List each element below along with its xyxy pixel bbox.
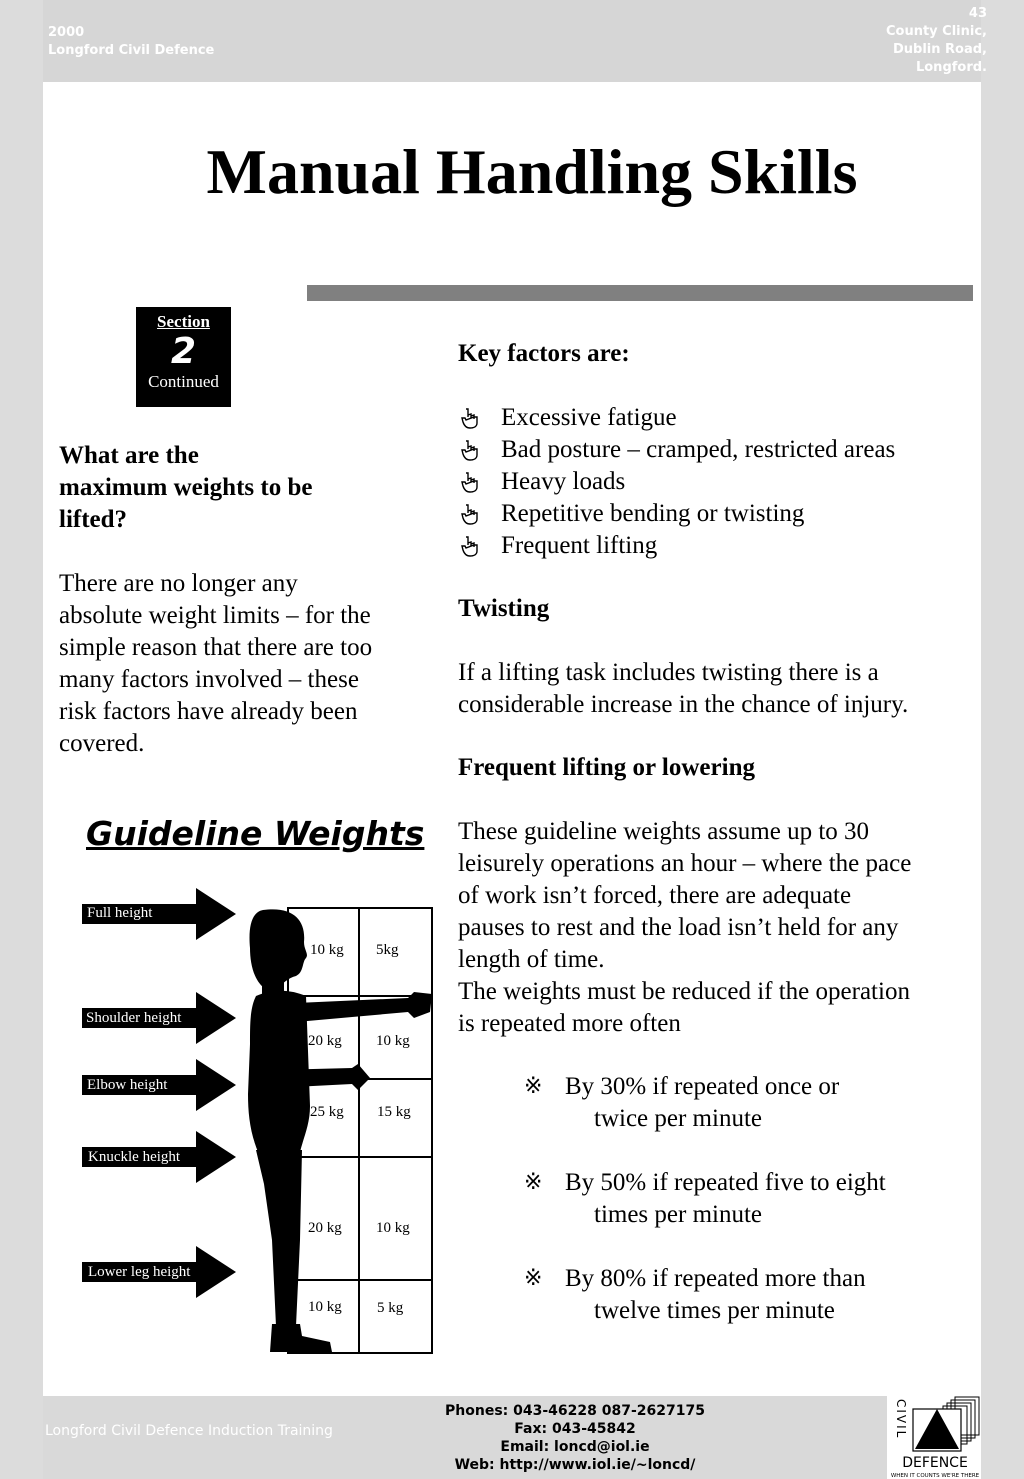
footer-web: Web: http://www.iol.ie/~loncd/ — [454, 1457, 696, 1473]
weight-full-women: 5kg — [376, 942, 399, 958]
footer-fax: Fax: 043-45842 — [514, 1421, 636, 1437]
civil-defence-logo-icon — [887, 1395, 981, 1479]
civil-defence-logo — [887, 1395, 981, 1479]
left-margin — [0, 0, 43, 1479]
weight-full-men: 10 kg — [310, 942, 344, 958]
paragraph-line: many factors involved – these — [59, 666, 359, 693]
page-title: Manual Handling Skills — [206, 136, 858, 207]
guideline-weights-title: Guideline Weights — [86, 814, 425, 853]
weight-limits-paragraph — [59, 568, 429, 760]
label-lower-leg-height: Lower leg height — [88, 1264, 191, 1280]
key-factor-text: Frequent lifting — [501, 532, 658, 559]
pointing-hand-icon — [458, 470, 484, 494]
reduction-line1: By 50% if repeated five to eight — [565, 1169, 886, 1196]
footer-contact — [430, 1402, 720, 1474]
list-item — [524, 1167, 964, 1231]
address-line: 43 — [968, 6, 987, 21]
label-elbow-height: Elbow height — [87, 1077, 168, 1093]
list-item — [458, 466, 958, 498]
section-word: Section — [157, 312, 210, 331]
address-line: Dublin Road, — [892, 42, 987, 57]
frequent-lifting-paragraph — [458, 816, 968, 1040]
list-item — [458, 530, 958, 562]
weight-knuckle-women: 10 kg — [376, 1220, 410, 1236]
paragraph-line: covered. — [59, 730, 145, 757]
logo-tagline: WHEN IT COUNTS WE'RE THERE — [890, 1473, 980, 1479]
twisting-paragraph — [458, 657, 968, 721]
weight-shoulder-men: 20 kg — [308, 1033, 342, 1049]
paragraph-line: is repeated more often — [458, 1010, 681, 1037]
paragraph-line: pauses to rest and the load isn’t held for any — [458, 914, 899, 941]
paragraph-line: risk factors have already been — [59, 698, 358, 725]
key-factor-text: Heavy loads — [501, 468, 626, 495]
footer-email: Email: loncd@iol.ie — [500, 1439, 650, 1455]
weight-lower-leg-men: 10 kg — [308, 1299, 342, 1315]
frequent-lifting-heading: Frequent lifting or lowering — [458, 754, 755, 781]
weight-elbow-men: 25 kg — [310, 1104, 344, 1120]
paragraph-line: There are no longer any — [59, 570, 298, 597]
paragraph-line: absolute weight limits – for the — [59, 602, 371, 629]
key-factors-list — [458, 402, 958, 562]
paragraph-line: considerable increase in the chance of injury. — [458, 691, 909, 718]
paragraph-line: leisurely operations an hour – where the pace — [458, 850, 912, 877]
list-item — [458, 498, 958, 530]
label-shoulder-height: Shoulder height — [86, 1010, 182, 1026]
reduction-line1: By 80% if repeated more than — [565, 1265, 866, 1292]
key-factor-text: Bad posture – cramped, restricted areas — [501, 436, 896, 463]
human-silhouette-icon — [248, 909, 432, 1352]
paragraph-line: of work isn’t forced, there are adequate — [458, 882, 852, 909]
key-factor-text: Repetitive bending or twisting — [501, 500, 805, 527]
max-weights-question — [59, 440, 399, 536]
key-factor-text: Excessive fatigue — [501, 404, 677, 431]
footer-phones: Phones: 043-46228 087-2627175 — [445, 1403, 705, 1419]
reference-mark-icon: ※ — [524, 1170, 543, 1195]
paragraph-line: These guideline weights assume up to 30 — [458, 818, 870, 845]
question-line: lifted? — [59, 506, 128, 533]
list-item — [458, 434, 958, 466]
section-badge — [136, 307, 231, 407]
list-item — [524, 1263, 964, 1327]
weight-knuckle-men: 20 kg — [308, 1220, 342, 1236]
address-line: Longford. — [915, 60, 987, 75]
logo-vertical-text: CIVIL — [894, 1399, 908, 1440]
section-continued: Continued — [148, 372, 219, 391]
header-address — [886, 5, 987, 77]
reference-mark-icon: ※ — [524, 1074, 543, 1099]
reduction-line1: By 30% if repeated once or — [565, 1073, 840, 1100]
paragraph-line: If a lifting task includes twisting there is a — [458, 659, 879, 686]
pointing-hand-icon — [458, 502, 484, 526]
weight-shoulder-women: 10 kg — [376, 1033, 410, 1049]
weight-lower-leg-women: 5 kg — [377, 1300, 404, 1316]
key-factors-heading: Key factors are: — [458, 340, 630, 367]
paragraph-line: length of time. — [458, 946, 605, 973]
twisting-heading: Twisting — [458, 595, 550, 622]
footer-training-title: Longford Civil Defence Induction Training — [45, 1423, 333, 1439]
section-number: 2 — [170, 331, 197, 372]
header-org: Longford Civil Defence — [48, 43, 215, 58]
label-full-height: Full height — [87, 905, 153, 921]
reduction-line2: twelve times per minute — [594, 1297, 835, 1324]
reduction-line2: times per minute — [594, 1201, 763, 1228]
weight-elbow-women: 15 kg — [377, 1104, 411, 1120]
weight-grid — [288, 908, 432, 1353]
reduction-list — [524, 1071, 964, 1359]
address-line: County Clinic, — [885, 24, 987, 39]
question-line: What are the — [59, 442, 199, 469]
pointing-hand-icon — [458, 438, 484, 462]
paragraph-line: The weights must be reduced if the operation — [458, 978, 910, 1005]
reduction-line2: twice per minute — [594, 1105, 762, 1132]
label-knuckle-height: Knuckle height — [88, 1149, 181, 1165]
right-margin — [981, 0, 1024, 1479]
reference-mark-icon: ※ — [524, 1266, 543, 1291]
header-left — [48, 24, 214, 60]
list-item — [524, 1071, 964, 1135]
pointing-hand-icon — [458, 534, 484, 558]
logo-word: DEFENCE — [902, 1455, 968, 1471]
list-item — [458, 402, 958, 434]
question-line: maximum weights to be — [59, 474, 313, 501]
pointing-hand-icon — [458, 406, 484, 430]
paragraph-line: simple reason that there are too — [59, 634, 373, 661]
title-rule — [307, 285, 973, 301]
guideline-weights-diagram — [78, 884, 438, 1364]
header-year: 2000 — [48, 25, 85, 40]
